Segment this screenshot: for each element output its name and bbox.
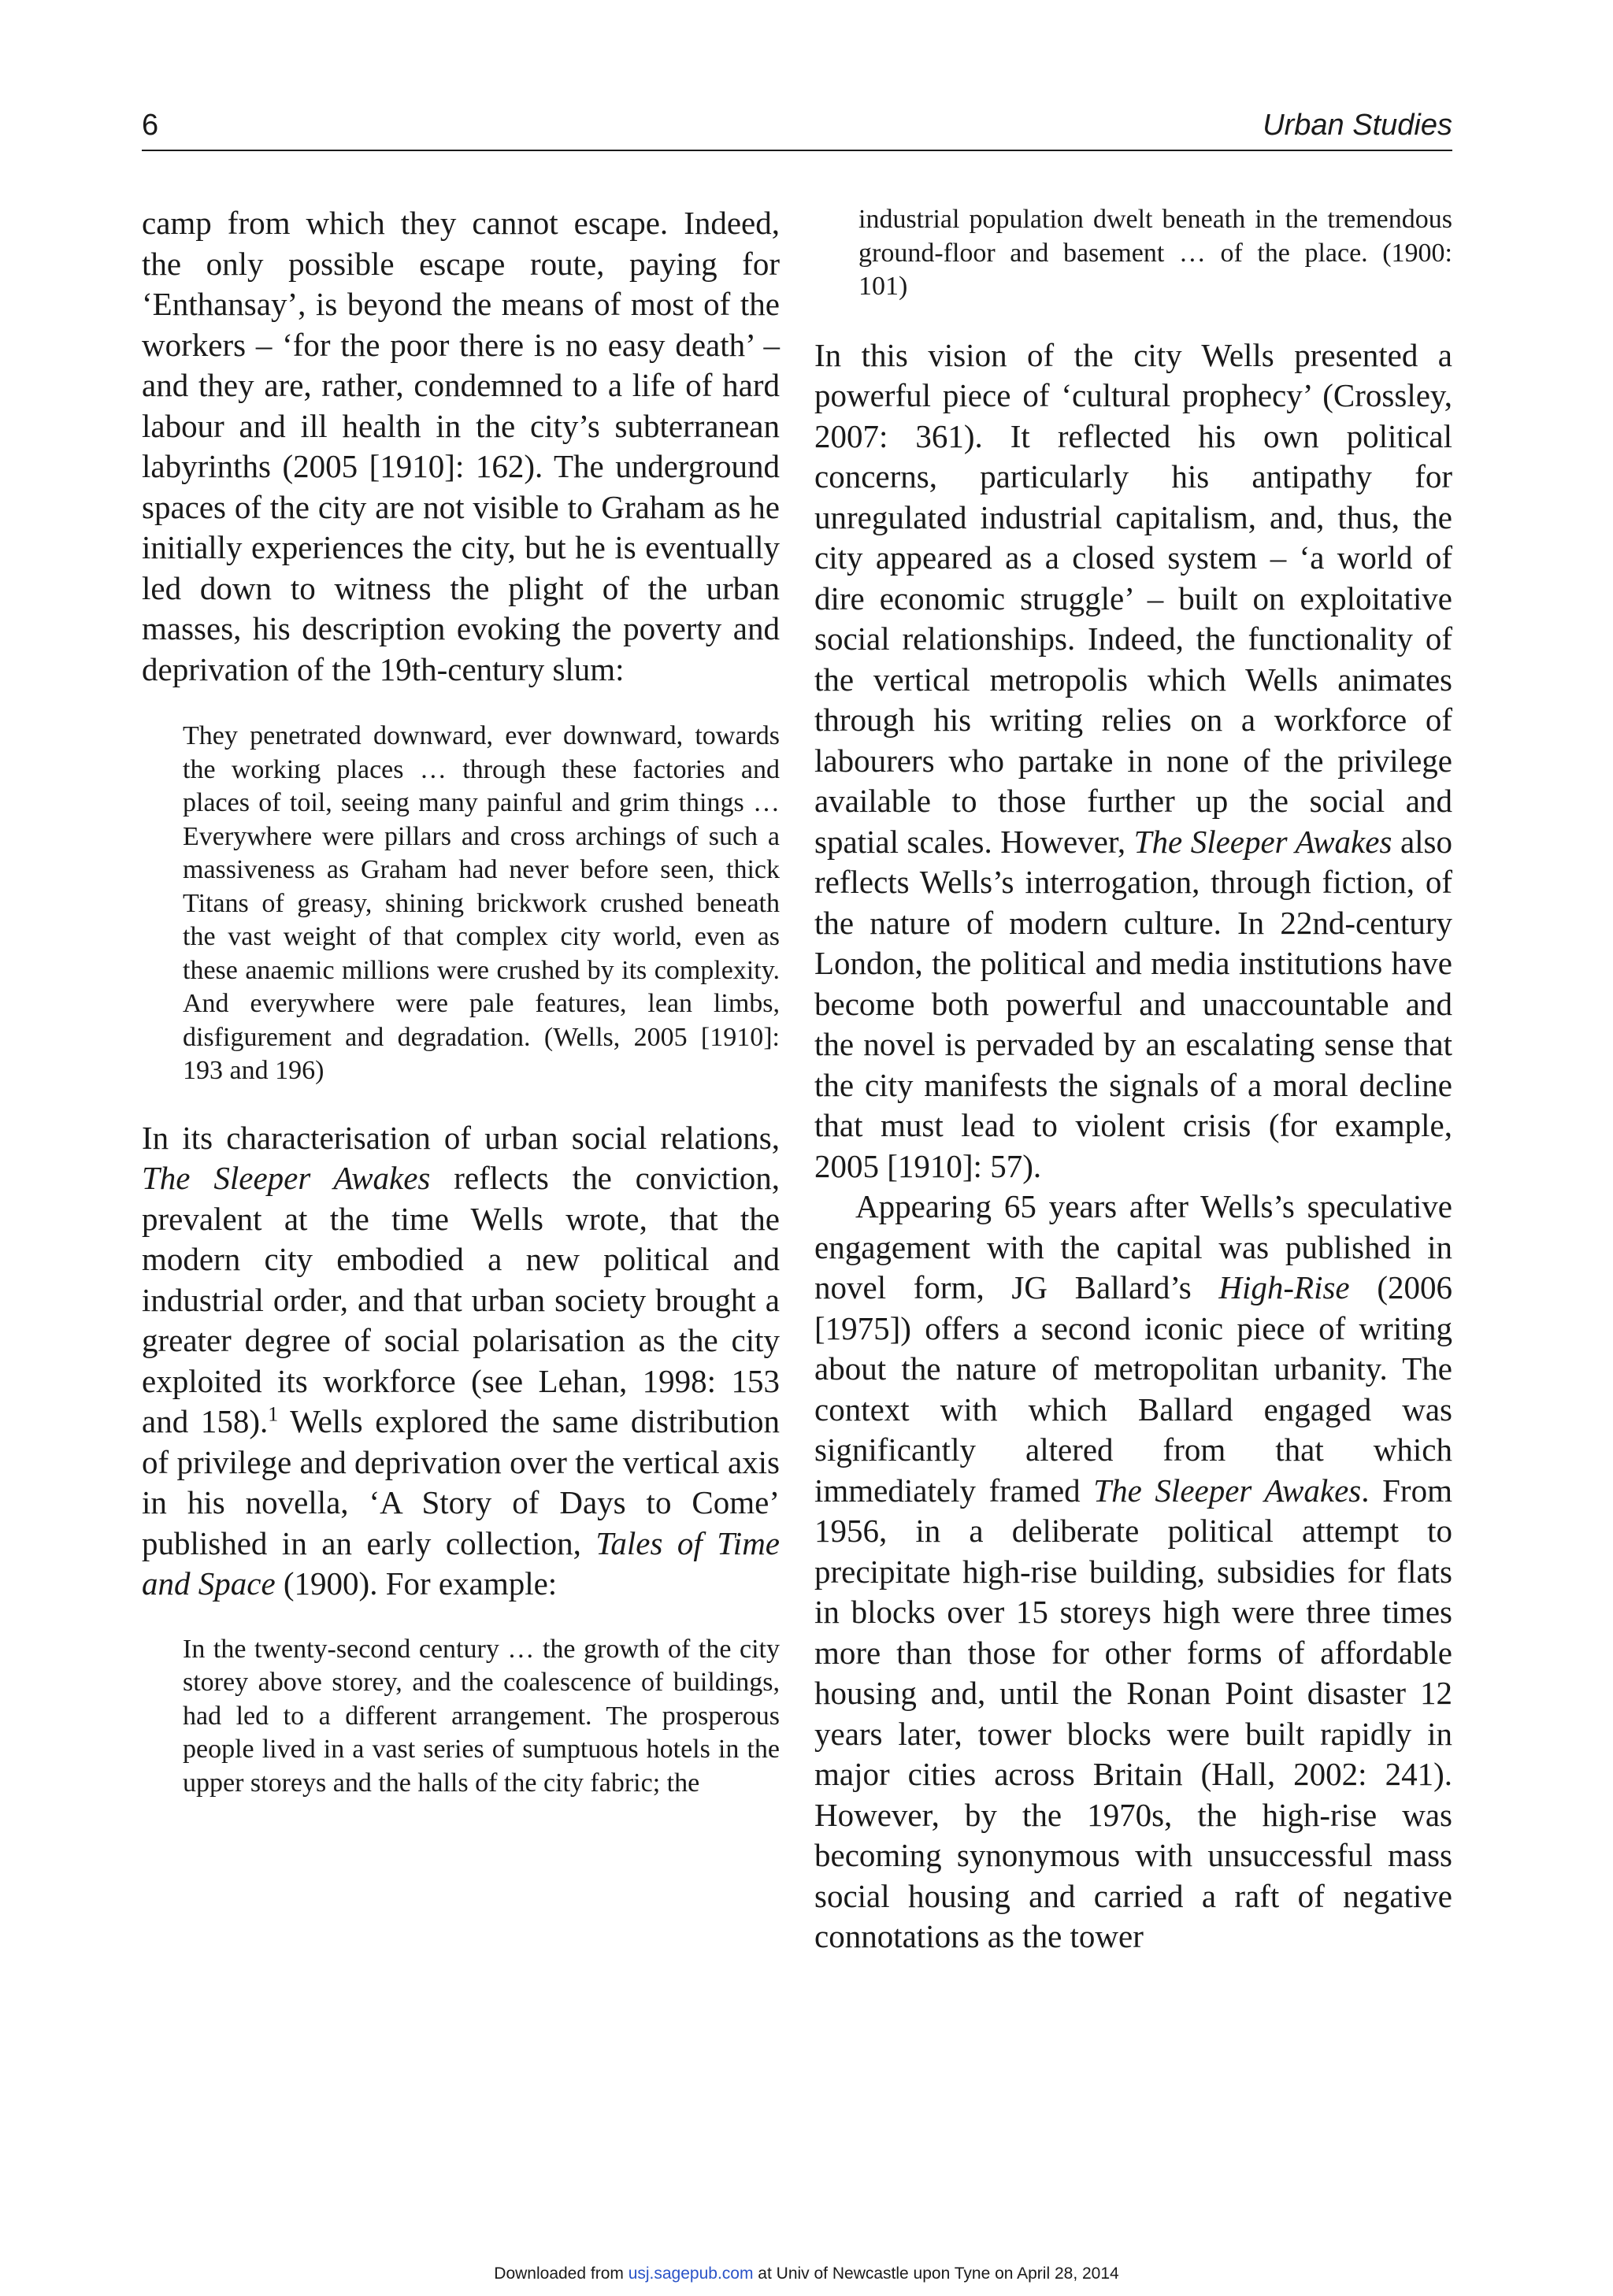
- book-title: High-Rise: [1218, 1269, 1350, 1305]
- body-paragraph-1: camp from which they cannot escape. Indeed, the only possible escape route, paying for ‘Enthansay’, is beyond the means of most of the workers – ‘for the poor there is no easy death’ – and they are, rather, condemned to a life of hard labour and ill health in the city’s subterranean labyrinths (2005 [1910]: 162). The underground spaces of the city are not visible to Graham as he initially experiences the city, but he is eventually led down to witness the plight of the urban masses, his description evoking the poverty and deprivation of the 19th-century slum:: [142, 205, 780, 687]
- source-link[interactable]: usj.sagepub.com: [628, 2265, 754, 2283]
- journal-title: Urban Studies: [1263, 109, 1452, 142]
- book-title: Tales of Time and Space: [142, 1524, 780, 1602]
- text-run: In its characterisation of urban social relations,: [142, 1119, 780, 1156]
- header-rule: [142, 150, 1452, 151]
- footnote-marker[interactable]: 1: [268, 1402, 279, 1426]
- footer-text: at Univ of Newcastle upon Tyne on April 28, 2014: [753, 2265, 1119, 2283]
- running-header: [142, 109, 1452, 150]
- text-run: Wells explored the same distribution of privilege and deprivation over the vertical axis in his novella, ‘A Story of Days to Come’ published in an early collection,: [142, 1403, 780, 1561]
- text-run: . From 1956, in a deliberate political attempt to precipitate high-rise building, subsidies for flats in blocks over 15 storeys high were three times more than those for other forms of affordable housing and, until the Ronan Point disaster 12 years later, tower blocks were built rapidly in major cities across Britain (Hall, 2002: 241). However, by the 1970s, the high-rise was becoming synonymous with unsuccessful mass social housing and carried a raft of negative connotations as the tower: [814, 1472, 1452, 1954]
- block-quote-2: In the twenty-second century … the growth of the city storey above storey, and the coalescence of buildings, had led to a different arrangement. The prosperous people lived in a vast series of sumptuous hotels in the upper storeys and the halls of the city fabric; the: [183, 1634, 780, 1798]
- book-title: The Sleeper Awakes: [142, 1160, 431, 1196]
- body-paragraph-3: [814, 335, 1452, 1187]
- body-paragraph-2: [142, 1118, 780, 1605]
- block-quote-1: They penetrated downward, ever downward, towards the working places … through these factories and places of toil, seeing many painful and grim things … Everywhere were pillars and cross archings of such a massiveness as Graham had never before seen, thick Titans of greasy, shining brickwork crushed beneath the vast weight of that complex city world, even as these anaemic millions were crushed by its complexity. And everywhere were pale features, lean limbs, disfigurement and degradation. (Wells, 2005 [1910]: 193 and 196): [183, 721, 780, 1085]
- text-run: also reflects Wells’s interrogation, through fiction, of the nature of modern culture. In 22nd-century London, the political and media institutions have become both powerful and unaccountable and the novel is pervaded by an escalating sense that the city manifests the signals of a moral decline that must lead to violent crisis (for example, 2005 [1910]: 57).: [814, 823, 1453, 1184]
- footer-text: Downloaded from: [494, 2265, 629, 2283]
- text-run: (1900). For example:: [275, 1565, 558, 1602]
- book-title: The Sleeper Awakes: [1093, 1472, 1362, 1509]
- page-number: 6: [142, 109, 159, 142]
- right-column: [814, 203, 1452, 1957]
- block-quote-2-continued: industrial population dwelt beneath in the tremendous ground-floor and basement … of the place. (1900: 101): [858, 205, 1452, 301]
- text-run: (2006 [1975]) offers a second iconic piece of writing about the nature of metropolitan urbanity. The context with which Ballard engaged was significantly altered from that which immediately framed: [814, 1269, 1452, 1509]
- text-run: reflects the conviction, prevalent at the time Wells wrote, that the modern city embodied a new political and industrial order, and that urban society brought a greater degree of social polarisation as the city exploited its workforce (see Lehan, 1998: 153 and 158).: [142, 1160, 780, 1439]
- text-run: Appearing 65 years after Wells’s speculative engagement with the capital was published in novel form, JG Ballard’s: [814, 1188, 1452, 1305]
- download-footer: [0, 2265, 1613, 2283]
- text-run: In this vision of the city Wells presented a powerful piece of ‘cultural prophecy’ (Crossley, 2007: 361). It reflected his own political concerns, particularly his antipathy for unregulated industrial capitalism, and, thus, the city appeared as a closed system – ‘a world of dire economic struggle’ – built on exploitative social relationships. Indeed, the functionality of the vertical metropolis which Wells animates through his writing relies on a workforce of labourers who partake in none of the privilege available to those further up the social and spatial scales. However,: [814, 336, 1452, 860]
- body-paragraph-4: [814, 1187, 1452, 1957]
- book-title: The Sleeper Awakes: [1133, 823, 1392, 860]
- left-column: [142, 203, 780, 1800]
